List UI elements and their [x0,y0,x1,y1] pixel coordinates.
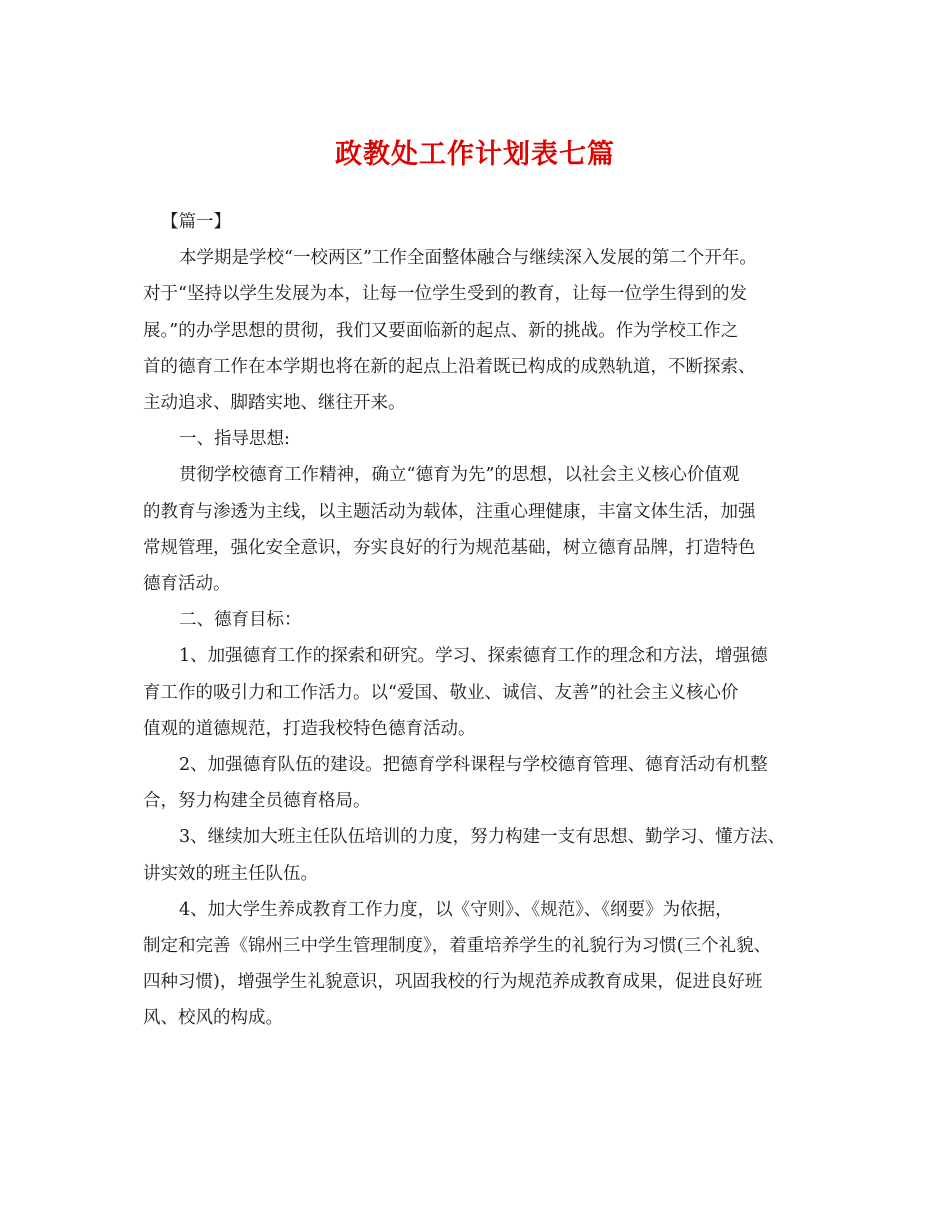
paragraph-line: 的教育与渗透为主线，以主题活动为载体，注重心理健康，丰富文体生活，加强 [143,501,756,522]
paragraph-line: 合，努力构建全员德育格局。 [143,791,371,812]
paragraph-line: 贯彻学校德育工作精神，确立“德育为先”的思想，以社会主义核心价值观 [179,465,740,486]
paragraph-line: 3、继续加大班主任队伍培训的力度，努力构建一支有思想、勤学习、懂方法、 [179,827,786,848]
paragraph-line: 讲实效的班主任队伍。 [143,863,318,884]
paragraph-line: 常规管理，强化安全意识，夯实良好的行为规范基础，树立德育品牌，打造特色 [143,537,756,558]
paragraph-line: 展。”的办学思想的贯彻，我们又要面临新的起点、新的挑战。作为学校工作之 [143,320,739,341]
paragraph-line: 1、加强德育工作的探索和研究。学习、探索德育工作的理念和方法，增强德 [179,646,768,667]
heading-line: 二、德育目标： [179,610,302,631]
paragraph-line: 首的德育工作在本学期也将在新的起点上沿着既已构成的成熟轨道，不断探索、 [143,356,756,377]
paragraph-line: 四种习惯)，增强学生礼貌意识，巩固我校的行为规范养成教育成果，促进良好班 [143,972,763,993]
paragraph-line: 制定和完善《锦州三中学生管理制度》，着重培养学生的礼貌行为习惯(三个礼貌、 [143,936,772,957]
paragraph-line: 4、加大学生养成教育工作力度，以《守则》、《规范》、《纲要》为依据， [179,899,733,920]
paragraph-line: 本学期是学校“一校两区”工作全面整体融合与继续深入发展的第二个开年。 [179,248,757,269]
heading-line: 一、指导思想: [179,429,290,450]
paragraph-line: 主动追求、脚踏实地、继往开来。 [143,393,406,414]
paragraph-line: 值观的道德规范，打造我校特色德育活动。 [143,718,476,739]
document-title: 政教处工作计划表七篇 [335,139,615,170]
paragraph-line: 对于“坚持以学生发展为本，让每一位学生受到的教育，让每一位学生得到的发 [143,284,747,305]
paragraph-line: 育工作的吸引力和工作活力。以“爱国、敬业、诚信、友善”的社会主义核心价 [143,682,739,703]
paragraph-line: 风、校风的构成。 [143,1008,283,1029]
section-label: 【篇一】 [161,212,231,232]
document-body [143,204,811,1037]
paragraph-line: 德育活动。 [143,574,231,595]
paragraph-line: 2、加强德育队伍的建设。把德育学科课程与学校德育管理、德育活动有机整 [179,755,768,776]
